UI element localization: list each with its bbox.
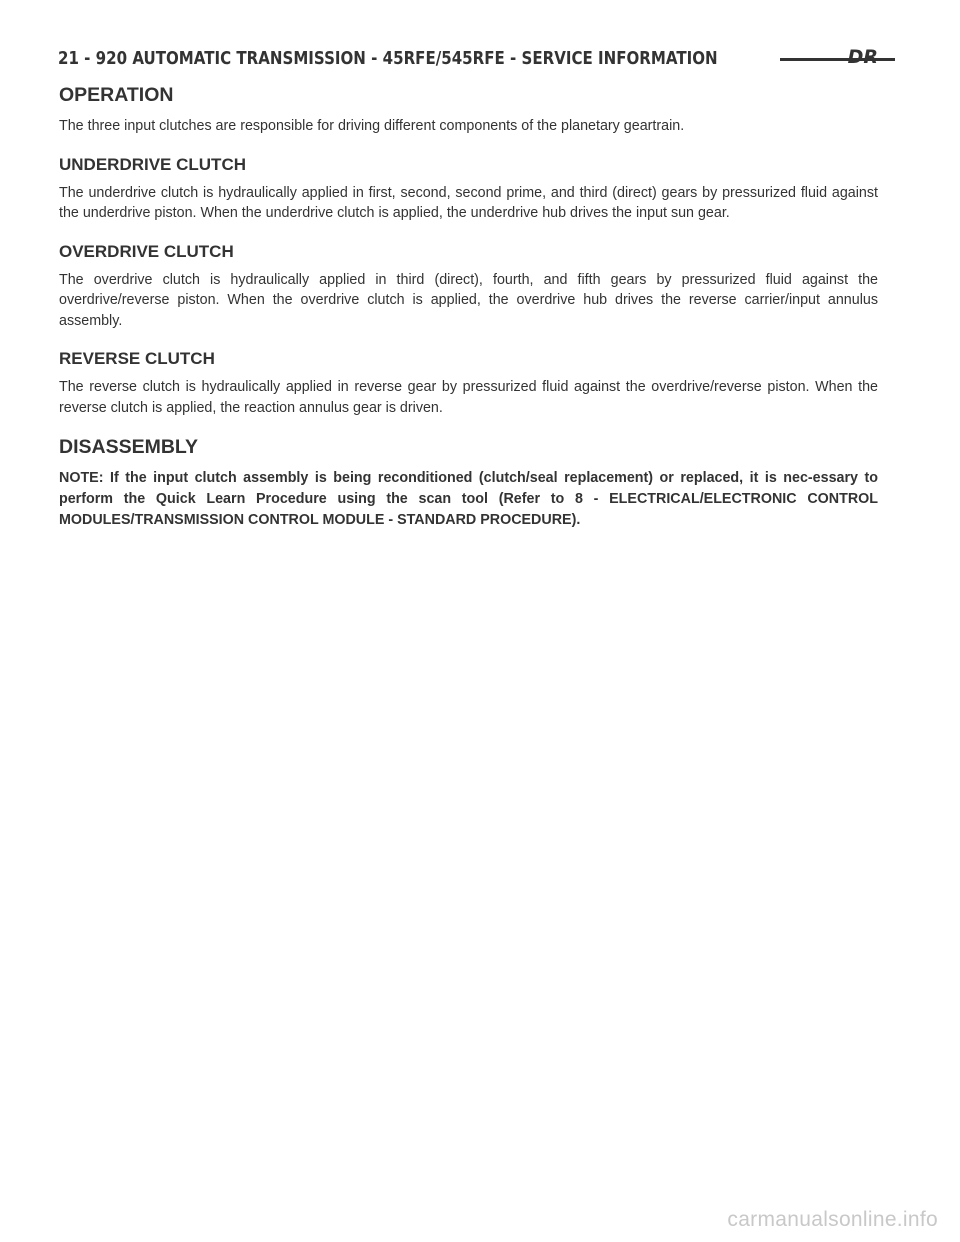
paragraph-underdrive: The underdrive clutch is hydraulically applied in first, second, second prime, and third (direct) gears by pressurized fluid against the underdrive piston. When the underdrive clutch is applied, the underdrive hub drives the input sun gear. bbox=[59, 184, 878, 221]
header-title: 21 - 920 AUTOMATIC TRANSMISSION - 45RFE/545RFE - SERVICE INFORMATION bbox=[58, 49, 718, 69]
subsection-title-reverse: REVERSE CLUTCH bbox=[59, 349, 215, 368]
note-disassembly: NOTE: If the input clutch assembly is being reconditioned (clutch/seal replacement) or replaced, it is nec-essary to perform the Quick Learn Procedure using the scan tool (Refer to 8 - ELECTRICAL/ELECTRONIC CONTROL MODULES/TRANSMISSION CONTROL MODULE - STANDARD PROCEDURE). bbox=[59, 470, 878, 528]
subsection-title-overdrive: OVERDRIVE CLUTCH bbox=[59, 241, 234, 261]
paragraph-reverse: The reverse clutch is hydraulically applied in reverse gear by pressurized fluid against the overdrive/reverse piston. When the reverse clutch is applied, the reaction annulus gear is driven. bbox=[59, 379, 878, 416]
document-content bbox=[59, 84, 878, 531]
watermark: carmanualsonline.info bbox=[727, 1208, 938, 1231]
paragraph-operation: The three input clutches are responsible for driving different components of the planetary geartrain. bbox=[59, 118, 685, 134]
section-title-operation: OPERATION bbox=[59, 84, 174, 106]
section-title-disassembly: DISASSEMBLY bbox=[59, 436, 199, 458]
header-brand-logo: DR bbox=[847, 46, 878, 68]
paragraph-overdrive: The overdrive clutch is hydraulically applied in third (direct), fourth, and fifth gears by pressurized fluid against the overdrive/reverse piston. When the overdrive clutch is applied, the overdrive hub drives the reverse carrier/input annulus assembly. bbox=[59, 271, 878, 329]
subsection-title-underdrive: UNDERDRIVE CLUTCH bbox=[59, 154, 246, 174]
page-header bbox=[58, 44, 878, 74]
